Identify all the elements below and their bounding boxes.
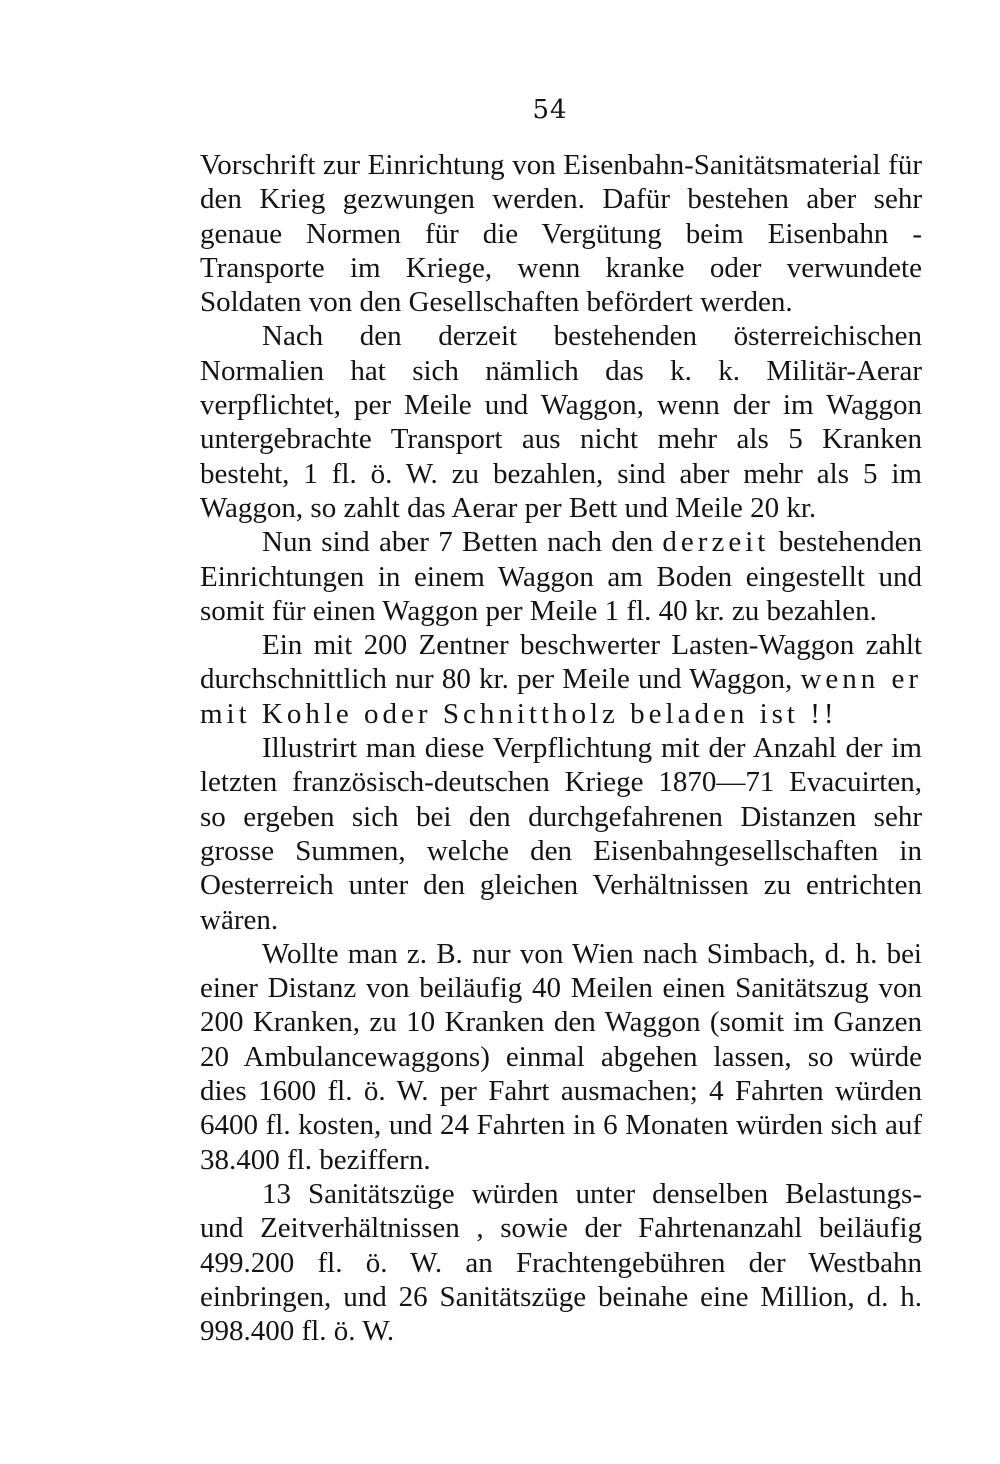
paragraph — [200, 731, 922, 937]
paragraph — [200, 628, 922, 731]
paragraph-text: Nach den derzeit bestehenden österreichischen Normalien hat sich nämlich das k. k. Militär-Aerar verpflichtet, per Meile und Waggon, wenn der im Waggon untergebrachte Transport aus nicht mehr als 5 Kranken besteht, 1 fl. ö. W. zu bezahlen, sind aber mehr als 5 im Waggon, so zahlt das Aerar per Bett und Meile 20 kr. — [200, 320, 922, 524]
page-number: 54 — [532, 95, 568, 125]
paragraph — [200, 319, 922, 525]
body-text — [200, 148, 922, 1348]
paragraph-text: Illustrirt man diese Verpflichtung mit der Anzahl der im letzten französisch-deutschen Kriege 1870—71 Evacuirten, so ergeben sich bei den durchgefahrenen Distanzen sehr grosse Summen, welche den Eisenbahngesellschaften in Oesterreich unter den gleichen Verhältnissen zu entrichten wären. — [200, 732, 922, 936]
paragraph-text: 13 Sanitätszüge würden unter denselben Belastungs- und Zeitverhältnissen , sowie der Fahrtenanzahl beiläufig 499.200 fl. ö. W. an Frachtengebühren der Westbahn einbringen, und 26 Sanitätszüge beinahe eine Million, d. h. 998.400 fl. ö. W. — [200, 1177, 922, 1348]
emphasized-text: derzeit — [662, 526, 770, 559]
paragraph — [200, 937, 922, 1177]
paragraph-text: Nun sind aber 7 Betten nach den — [262, 526, 663, 559]
paragraph — [200, 525, 922, 628]
paragraph-text: bestehenden Einrichtungen in einem Waggon am Boden eingestellt und somit für einen Waggon per Meile 1 fl. 40 kr. zu bezahlen. — [200, 526, 922, 627]
paragraph-text: Wollte man z. B. nur von Wien nach Simbach, d. h. bei einer Distanz von beiläufig 40 Meilen einen Sanitätszug von 200 Kranken, zu 10 Kranken den Waggon (somit im Ganzen 20 Ambulancewaggons) einmal abgehen lassen, so würde dies 1600 fl. ö. W. per Fahrt ausmachen; 4 Fahrten würden 6400 fl. kosten, und 24 Fahrten in 6 Monaten würden sich auf 38.400 fl. beziffern. — [200, 937, 922, 1176]
paragraph — [200, 1177, 922, 1348]
paragraph — [200, 148, 922, 319]
paragraph-text: Vorschrift zur Einrichtung von Eisenbahn-Sanitätsmaterial für den Krieg gezwungen werden. Dafür bestehen aber sehr genaue Normen für die Vergütung beim Eisenbahn - Transporte im Kriege, wenn kranke oder verwundete Soldaten von den Gesellschaften befördert werden. — [200, 149, 922, 319]
emphasized-text: wenn er mit Kohle oder Schnittholz beladen ist !! — [200, 663, 922, 730]
paragraph-text: Ein mit 200 Zentner beschwerter Lasten-Waggon zahlt durchschnittlich nur 80 kr. per Meile und Waggon, — [200, 629, 922, 696]
